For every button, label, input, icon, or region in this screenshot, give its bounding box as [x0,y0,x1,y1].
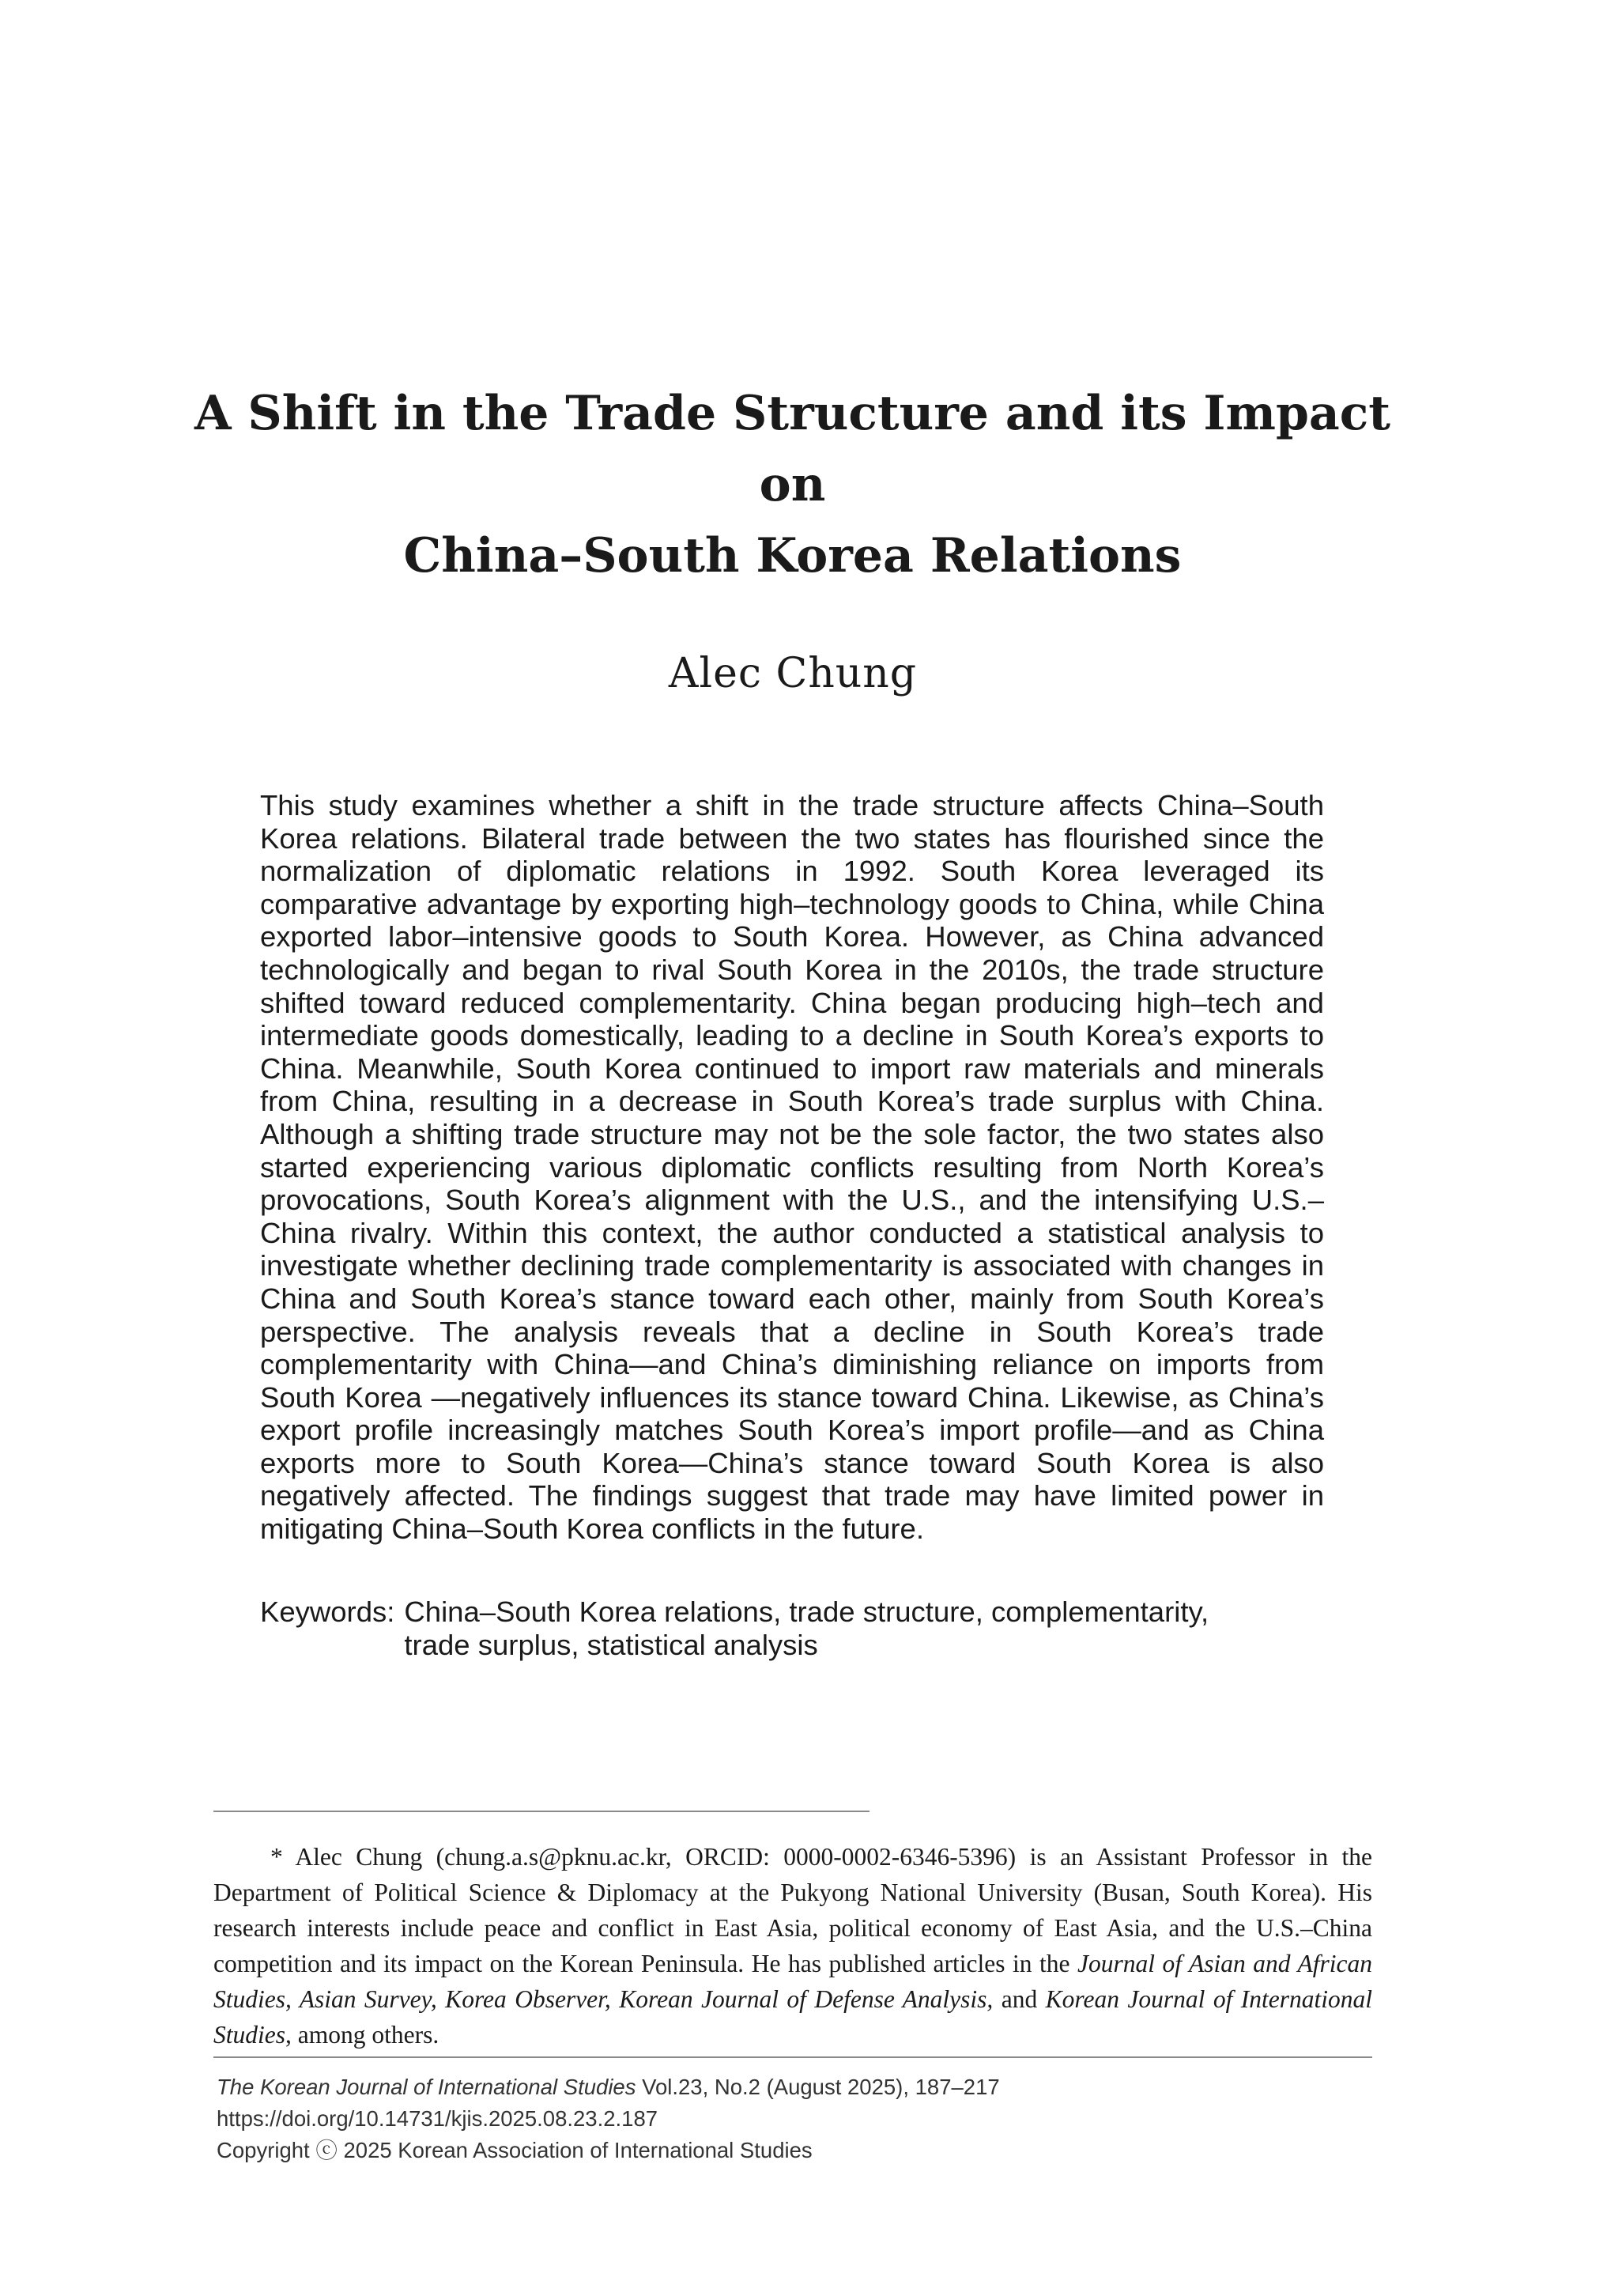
footnote-text-part-2: , among others. [285,2021,439,2049]
abstract-text: This study examines whether a shift in the trade structure affects China–South Korea relations. Bilateral trade between the two states has flourished since the normalization of diplomatic relations in 1992. South Korea leveraged its comparative advantage by exporting high–technology goods to China, while China exported labor–intensive goods to South Korea. However, as China advanced technologically and began to rival South Korea in the 2010s, the trade structure shifted toward reduced complementarity. China began producing high–tech and intermediate goods domestically, leading to a decline in South Korea’s exports to China. Meanwhile, South Korea continued to import raw materials and minerals from China, resulting in a decrease in South Korea’s trade surplus with China. Although a shifting trade structure may not be the sole factor, the two states also started experiencing various diplomatic conflicts resulting from North Korea’s provocations, South Korea’s alignment with the U.S., and the intensifying U.S.–China rivalry. Within this context, the author conducted a statistical analysis to investigate whether declining trade complementarity is associated with changes in China and South Korea’s stance toward each other, mainly from South Korea’s perspective. The analysis reveals that a decline in South Korea’s trade complementarity with China—and China’s diminishing reliance on imports from South Korea —negatively influences its stance toward China. Likewise, as China’s export profile increasingly matches South Korea’s import profile—and as China exports more to South Korea—China’s stance toward South Korea is also negatively affected. The findings suggest that trade may have limited power in mitigating China–South Korea conflicts in the future. [260,789,1324,1546]
article-title-line-2: China–South Korea Relations [403,528,1182,583]
keywords-list: China–South Korea relations, trade structure, complementarity, trade surplus, statistical analysis [404,1595,1209,1661]
citation-journal-name: The Korean Journal of International Studies [217,2075,636,2099]
citation-block [217,2071,1371,2166]
author-name: Alec Chung [668,650,918,697]
keywords-label: Keywords: [260,1595,395,1628]
author-footnote [213,1839,1372,2052]
footnote-journal-kjis: Korean Journal of International Studies [213,1985,1373,2049]
footnote-and: and [993,1985,1046,2013]
article-title-line-1: A Shift in the Trade Structure and its Impact on [194,386,1391,512]
citation-volume: Vol.23, No.2 (August 2025), 187–217 [636,2075,1000,2099]
article-title [158,378,1427,591]
citation-divider [213,2056,1372,2058]
footnote-text-part-1: * Alec Chung (chung.a.s@pknu.ac.kr, ORCID: 0000-0002-6346-5396) is an Assistant Professor in the Department of Political Science & Diplomacy at the Pukyong National University (Busan, South Korea). His research interests include peace and conflict in East Asia, political economy of East Asia, and the U.S.–China competition and its impact on the Korean Peninsula. He has published articles in the [213,1843,1372,1977]
footnote-divider [213,1811,870,1812]
keywords-block [260,1595,1335,1662]
footnote-journals-list: Journal of Asian and African Studies, Asian Survey, Korea Observer, Korean Journal of Defense Analysis, [213,1950,1372,2013]
citation-journal-line [217,2071,1371,2103]
citation-copyright: Copyright ⓒ 2025 Korean Association of International Studies [217,2138,813,2162]
citation-doi-link[interactable]: https://doi.org/10.14731/kjis.2025.08.23.2.187 [217,2106,658,2131]
